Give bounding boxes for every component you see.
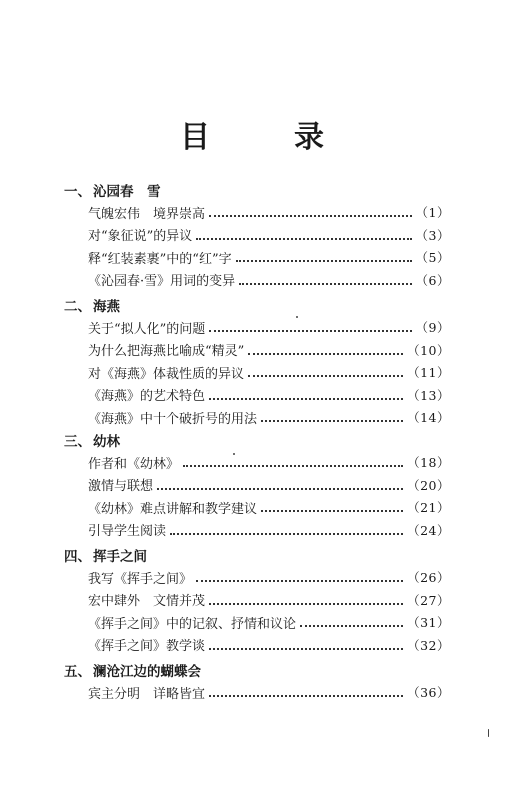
toc-entry[interactable] [88, 682, 450, 702]
toc-entry[interactable] [88, 225, 450, 245]
dot-leader [209, 634, 403, 650]
dot-leader [196, 224, 411, 240]
toc-page-number: （1） [415, 205, 450, 220]
toc-entry-title: 宾主分明 详略皆宜 [88, 686, 206, 702]
toc-entry[interactable] [88, 247, 450, 267]
section-title: 沁园春 雪 [93, 184, 161, 200]
toc-page-number: （3） [415, 227, 450, 243]
toc-entry-title: 作者和《幼林》 [88, 456, 180, 472]
title-char-1: 目 [180, 120, 212, 155]
toc-page-number: （18） [407, 455, 450, 470]
title-char-2: 录 [294, 120, 326, 155]
toc-entry-title: 宏中肆外 文情并茂 [88, 594, 206, 610]
section-heading [64, 180, 161, 200]
toc-entry-title: 引导学生阅读 [88, 524, 167, 540]
toc-entry-title: 我写《挥手之间》 [88, 571, 193, 587]
toc-entry-title: 为什么把海燕比喻成“精灵” [88, 344, 245, 360]
toc-entry-title: 《沁园春·雪》用词的变异 [88, 274, 236, 290]
toc-page-number: （13） [407, 387, 450, 403]
dot-leader [209, 681, 403, 697]
toc-entry-title: 《幼林》难点讲解和教学建议 [88, 501, 258, 517]
toc-entry-title: 释“红装素裹”中的“红”字 [88, 251, 232, 267]
toc-entry[interactable] [88, 385, 450, 405]
dot-leader [261, 496, 403, 512]
toc-page-number: （32） [407, 637, 450, 653]
toc-page-number: （36） [407, 685, 450, 700]
section-number: 五、 [64, 664, 91, 680]
toc-page-number: （20） [407, 477, 450, 493]
toc-page-number: （14） [407, 410, 450, 426]
toc-entry-title: 《海燕》中十个破折号的用法 [88, 411, 258, 427]
toc-entry-title: 关于“拟人化”的问题 [88, 321, 206, 337]
section-title: 挥手之间 [93, 549, 147, 565]
dot-leader [261, 406, 403, 422]
section-heading [64, 545, 147, 565]
print-speck [488, 729, 489, 737]
toc-page-number: （24） [407, 522, 450, 538]
toc-page-number: （26） [407, 570, 450, 585]
toc-page-number: （27） [407, 592, 450, 608]
toc-page-number: （9） [415, 320, 450, 335]
toc-entry-title: 气魄宏伟 境界崇高 [88, 206, 206, 222]
section-number: 四、 [64, 549, 91, 565]
toc-entry[interactable] [88, 317, 450, 337]
toc-entry[interactable] [88, 497, 450, 517]
toc-page-number: （11） [407, 365, 450, 381]
dot-leader [300, 611, 403, 627]
toc-entry[interactable] [88, 202, 450, 222]
dot-leader [196, 566, 403, 582]
section-heading [64, 660, 201, 680]
dot-leader [183, 451, 403, 467]
toc-entry-title: 激情与联想 [88, 479, 154, 495]
toc-entry-title: 《海燕》的艺术特色 [88, 389, 206, 405]
section-number: 三、 [64, 434, 91, 450]
toc-entry[interactable] [88, 475, 450, 495]
toc-entry[interactable] [88, 635, 450, 655]
toc-page-number: （31） [407, 615, 450, 631]
dot-leader [157, 474, 403, 490]
toc-entry[interactable] [88, 520, 450, 540]
toc-entry-title: 《挥手之间》教学谈 [88, 639, 206, 655]
section-heading [64, 295, 120, 315]
section-number: 二、 [64, 299, 91, 315]
print-speck [296, 316, 298, 318]
toc-entry-title: 对“象征说”的异议 [88, 229, 193, 245]
dot-leader [236, 246, 412, 262]
section-heading [64, 430, 120, 450]
dot-leader [248, 361, 403, 377]
toc-entry[interactable] [88, 452, 450, 472]
dot-leader [248, 339, 403, 355]
toc-entry-title: 《挥手之间》中的记叙、抒情和议论 [88, 616, 297, 632]
section-title: 幼林 [93, 434, 120, 450]
section-title: 海燕 [93, 299, 120, 315]
toc-entry[interactable] [88, 567, 450, 587]
toc-page-number: （6） [415, 272, 450, 288]
dot-leader [209, 201, 412, 217]
dot-leader [209, 316, 411, 332]
toc-entry[interactable] [88, 340, 450, 360]
page-title [0, 112, 506, 156]
toc-entry[interactable] [88, 270, 450, 290]
section-number: 一、 [64, 184, 91, 200]
dot-leader [209, 589, 403, 605]
dot-leader [170, 519, 403, 535]
toc-entry-title: 对《海燕》体裁性质的异议 [88, 366, 245, 382]
toc-entry[interactable] [88, 590, 450, 610]
toc-entry[interactable] [88, 612, 450, 632]
toc-entry[interactable] [88, 362, 450, 382]
toc-page-number: （21） [407, 500, 450, 516]
section-title: 澜沧江边的蝴蝶会 [93, 664, 201, 680]
dot-leader [239, 269, 411, 285]
toc-entry[interactable] [88, 407, 450, 427]
toc-page-number: （5） [415, 250, 450, 266]
toc-page-number: （10） [407, 342, 450, 358]
dot-leader [209, 384, 403, 400]
print-speck [233, 453, 235, 455]
